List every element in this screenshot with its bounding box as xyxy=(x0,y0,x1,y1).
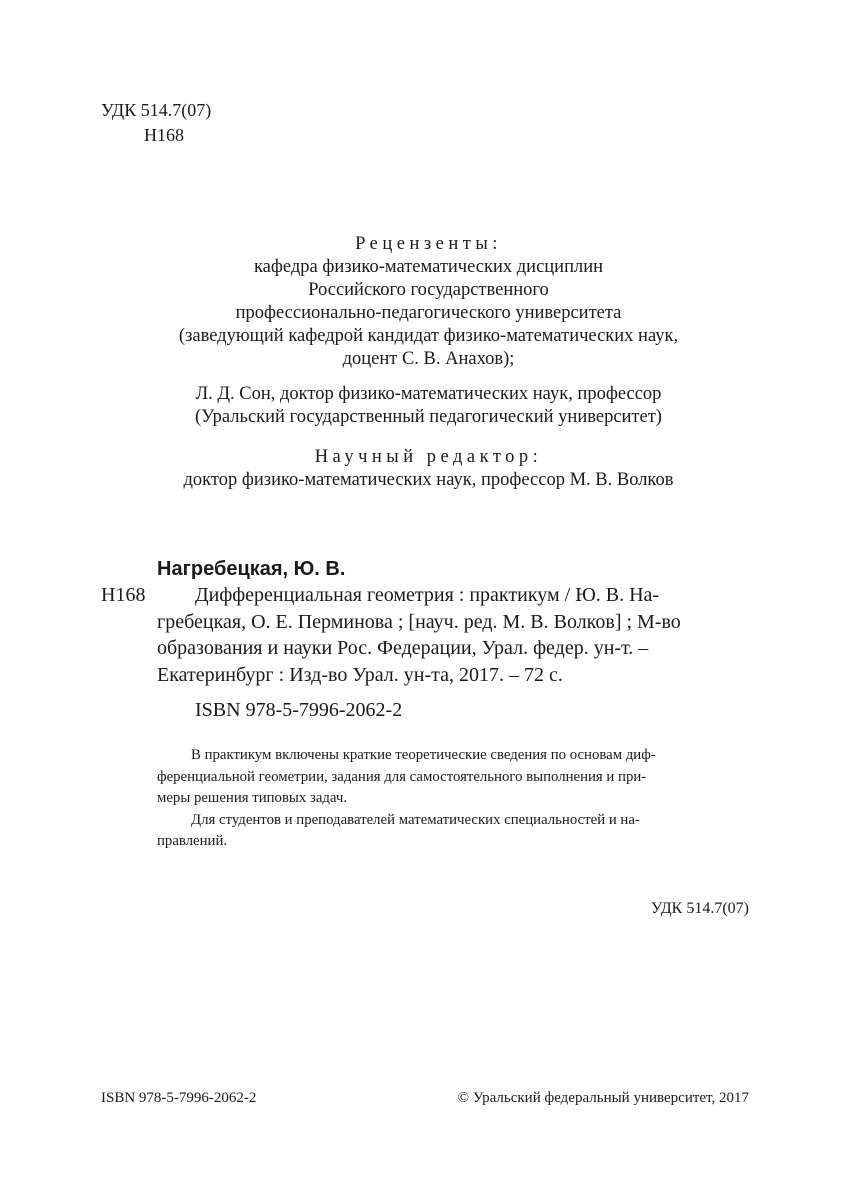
reviewer-line: доцент С. В. Анахов); xyxy=(342,349,515,369)
editor-block xyxy=(0,446,857,492)
reviewer-line: Российского государственного xyxy=(308,280,549,300)
annotation-line: правлений. xyxy=(157,833,228,849)
udk-header xyxy=(101,98,211,148)
footer-copyright: © Уральский федеральный университет, 2017 xyxy=(457,1090,749,1106)
annotation-line: В практикум включены краткие теоретические сведения по основам диф- xyxy=(191,747,656,763)
annotation-line: меры решения типовых задач. xyxy=(157,790,348,806)
udk-code: УДК 514.7(07) xyxy=(101,100,212,120)
entry-line: Екатеринбург : Изд-во Урал. ун-та, 2017. – 72 с. xyxy=(157,663,563,686)
reviewers-block xyxy=(0,233,857,429)
annotation xyxy=(157,745,749,853)
editor-heading: Научный редактор: xyxy=(314,447,543,467)
reviewer-line: (Уральский государственный педагогический университет) xyxy=(195,407,662,427)
editor-line: доктор физико-математических наук, профессор М. В. Волков xyxy=(183,470,674,490)
entry-author: Нагребецкая, Ю. В. xyxy=(157,558,346,580)
reviewers-heading: Рецензенты: xyxy=(355,234,502,254)
reviewer-line: (заведующий кафедрой кандидат физико-математических наук, xyxy=(178,326,679,346)
entry-line: гребецкая, О. Е. Перминова ; [науч. ред. М. В. Волков] ; М-во xyxy=(157,610,681,633)
footer-isbn: ISBN 978-5-7996-2062-2 xyxy=(101,1090,257,1106)
entry-line: образования и науки Рос. Федерации, Урал. федер. ун-т. – xyxy=(157,637,649,659)
entry-code: Н168 xyxy=(101,584,146,606)
reviewer-line: Л. Д. Сон, доктор физико-математических наук, профессор xyxy=(195,384,662,404)
annotation-line: Для студентов и преподавателей математических специальностей и на- xyxy=(191,811,640,828)
spacer xyxy=(0,371,857,383)
reviewer-line: профессионально-педагогического университета xyxy=(235,303,622,323)
annotation-line: ференциальной геометрии, задания для самостоятельного выполнения и при- xyxy=(157,768,647,785)
author-mark: Н168 xyxy=(144,125,184,145)
entry-isbn: ISBN 978-5-7996-2062-2 xyxy=(195,699,403,721)
udk-bottom: УДК 514.7(07) xyxy=(651,900,749,917)
reviewer-line: кафедра физико-математических дисциплин xyxy=(253,257,604,277)
entry-description xyxy=(157,582,742,688)
entry-line: Дифференциальная геометрия : практикум / Ю. В. На- xyxy=(195,584,660,606)
